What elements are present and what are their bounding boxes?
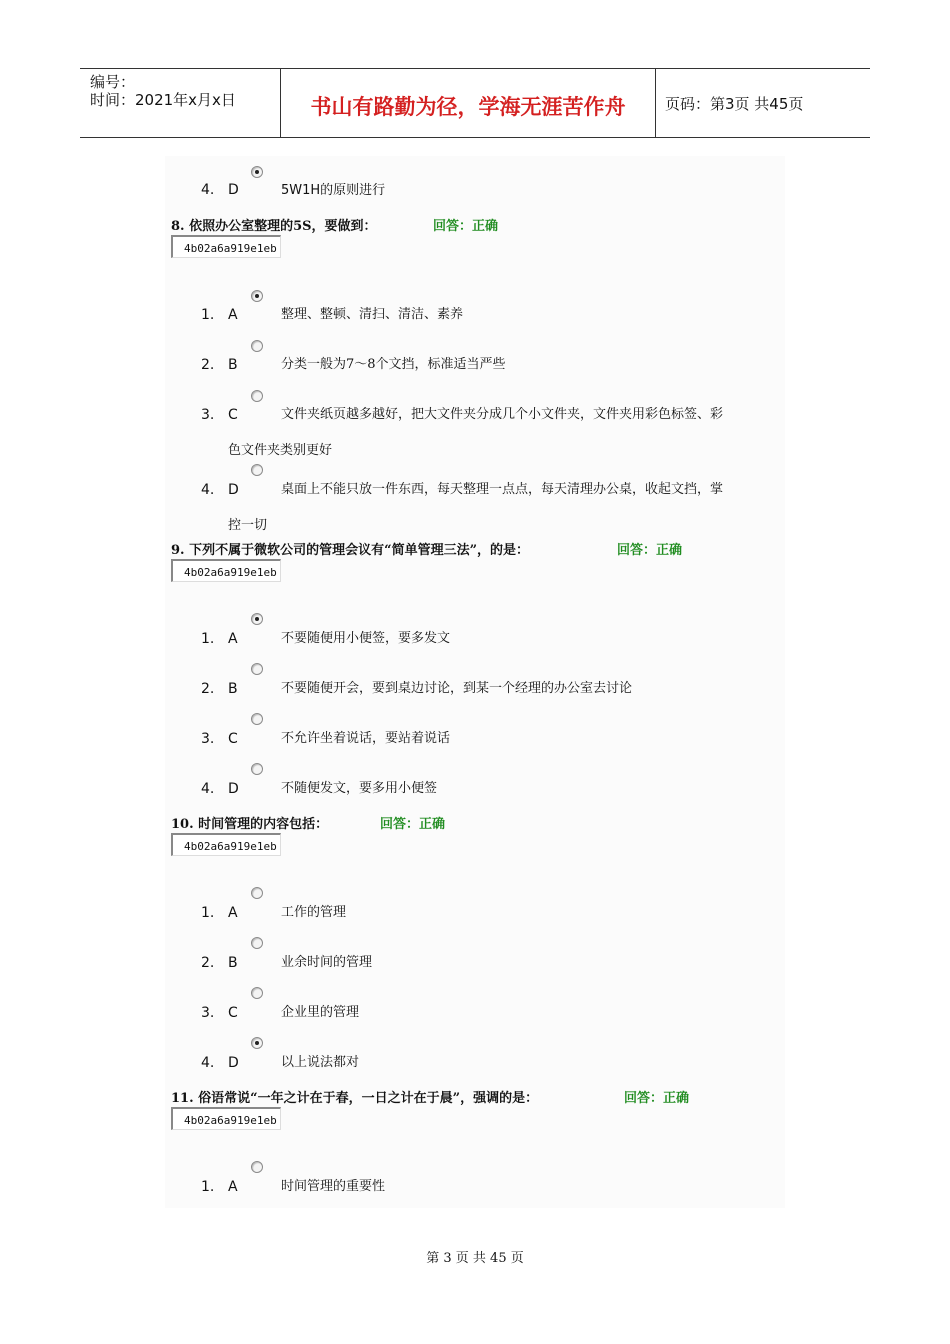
header-motto-cell (280, 69, 656, 137)
option-number: 1. (201, 1179, 215, 1195)
header-page-cell (655, 69, 870, 137)
question-title: 10. 时间管理的内容包括： (171, 817, 329, 832)
radio-button[interactable] (251, 663, 263, 675)
radio-button[interactable] (251, 464, 263, 476)
option-letter: A (228, 905, 238, 921)
option-number: 4. (201, 1055, 215, 1071)
option-text: 不要随便用小便签，要多发文 (281, 631, 451, 646)
option-letter: D (228, 182, 239, 198)
option-letter: B (228, 357, 238, 373)
question-title: 9. 下列不属于微软公司的管理会议有“简单管理三法”，的是： (171, 543, 530, 558)
radio-button[interactable] (251, 1037, 263, 1049)
option-letter: C (228, 1005, 238, 1021)
option-number: 1. (201, 307, 215, 323)
radio-button[interactable] (251, 166, 263, 178)
option-text: 工作的管理 (281, 905, 347, 920)
radio-button[interactable] (251, 937, 263, 949)
radio-button[interactable] (251, 987, 263, 999)
option-letter: D (228, 482, 239, 498)
question-code-field: 4b02a6a919e1eb (171, 235, 281, 258)
option-number: 1. (201, 905, 215, 921)
option-letter: C (228, 731, 238, 747)
option-text: 以上说法都对 (281, 1055, 360, 1070)
option-text: 桌面上不能只放一件东西，每天整理一点点，每天清理办公桌，收起文挡，掌 (281, 482, 724, 497)
option-letter: D (228, 781, 239, 797)
radio-button[interactable] (251, 1161, 263, 1173)
option-number: 3. (201, 1005, 215, 1021)
radio-button[interactable] (251, 887, 263, 899)
option-number: 4. (201, 781, 215, 797)
option-text: 文件夹纸页越多越好，把大文件夹分成几个小文件夹，文件夹用彩色标签、彩 (281, 407, 724, 422)
answer-status: 回答：正确 (380, 817, 446, 832)
option-text: 不要随便开会，要到桌边讨论，到某一个经理的办公室去讨论 (281, 681, 633, 696)
option-number: 2. (201, 955, 215, 971)
question-code-field: 4b02a6a919e1eb (171, 559, 281, 582)
option-text: 时间管理的重要性 (281, 1179, 386, 1194)
question-code-field: 4b02a6a919e1eb (171, 1107, 281, 1130)
option-letter: A (228, 307, 238, 323)
option-letter: B (228, 681, 238, 697)
option-letter: A (228, 631, 238, 647)
date-line: 时间：2021年x月x日 (90, 91, 236, 109)
page-info: 页码：第3页 共45页 (665, 95, 804, 113)
option-number: 4. (201, 482, 215, 498)
answer-status: 回答：正确 (433, 219, 499, 234)
quiz-content (165, 156, 785, 1208)
option-text: 分类一般为7～8个文挡，标准适当严些 (281, 357, 506, 372)
option-letter: A (228, 1179, 238, 1195)
option-text-continued: 控一切 (228, 518, 268, 533)
question-title: 8. 依照办公室整理的5S，要做到： (171, 219, 377, 234)
option-letter: D (228, 1055, 239, 1071)
radio-button[interactable] (251, 390, 263, 402)
answer-status: 回答：正确 (617, 543, 683, 558)
option-number: 4. (201, 182, 215, 198)
question-code-field: 4b02a6a919e1eb (171, 833, 281, 856)
question-title: 11. 俗语常说“一年之计在于春，一日之计在于晨”，强调的是： (171, 1091, 539, 1106)
motto: 书山有路勤为径，学海无涯苦作舟 (310, 94, 626, 119)
page-footer: 第 3 页 共 45 页 (426, 1251, 524, 1266)
option-number: 3. (201, 407, 215, 423)
radio-button[interactable] (251, 763, 263, 775)
option-number: 2. (201, 357, 215, 373)
option-number: 3. (201, 731, 215, 747)
option-letter: C (228, 407, 238, 423)
radio-button[interactable] (251, 613, 263, 625)
answer-status: 回答：正确 (624, 1091, 690, 1106)
option-letter: B (228, 955, 238, 971)
radio-button[interactable] (251, 713, 263, 725)
radio-button[interactable] (251, 290, 263, 302)
radio-button[interactable] (251, 340, 263, 352)
option-text: 5W1H的原则进行 (281, 183, 386, 198)
serial-label: 编号： (90, 73, 136, 91)
option-text: 整理、整顿、清扫、清洁、素养 (281, 307, 464, 322)
option-text: 不随便发文，要多用小便签 (281, 781, 438, 796)
option-text-continued: 色文件夹类别更好 (228, 443, 333, 458)
header-meta-cell (80, 69, 280, 137)
option-number: 1. (201, 631, 215, 647)
option-text: 业余时间的管理 (281, 955, 373, 970)
option-text: 不允许坐着说话，要站着说话 (281, 731, 451, 746)
page-header (80, 68, 870, 138)
option-text: 企业里的管理 (281, 1005, 360, 1020)
option-number: 2. (201, 681, 215, 697)
